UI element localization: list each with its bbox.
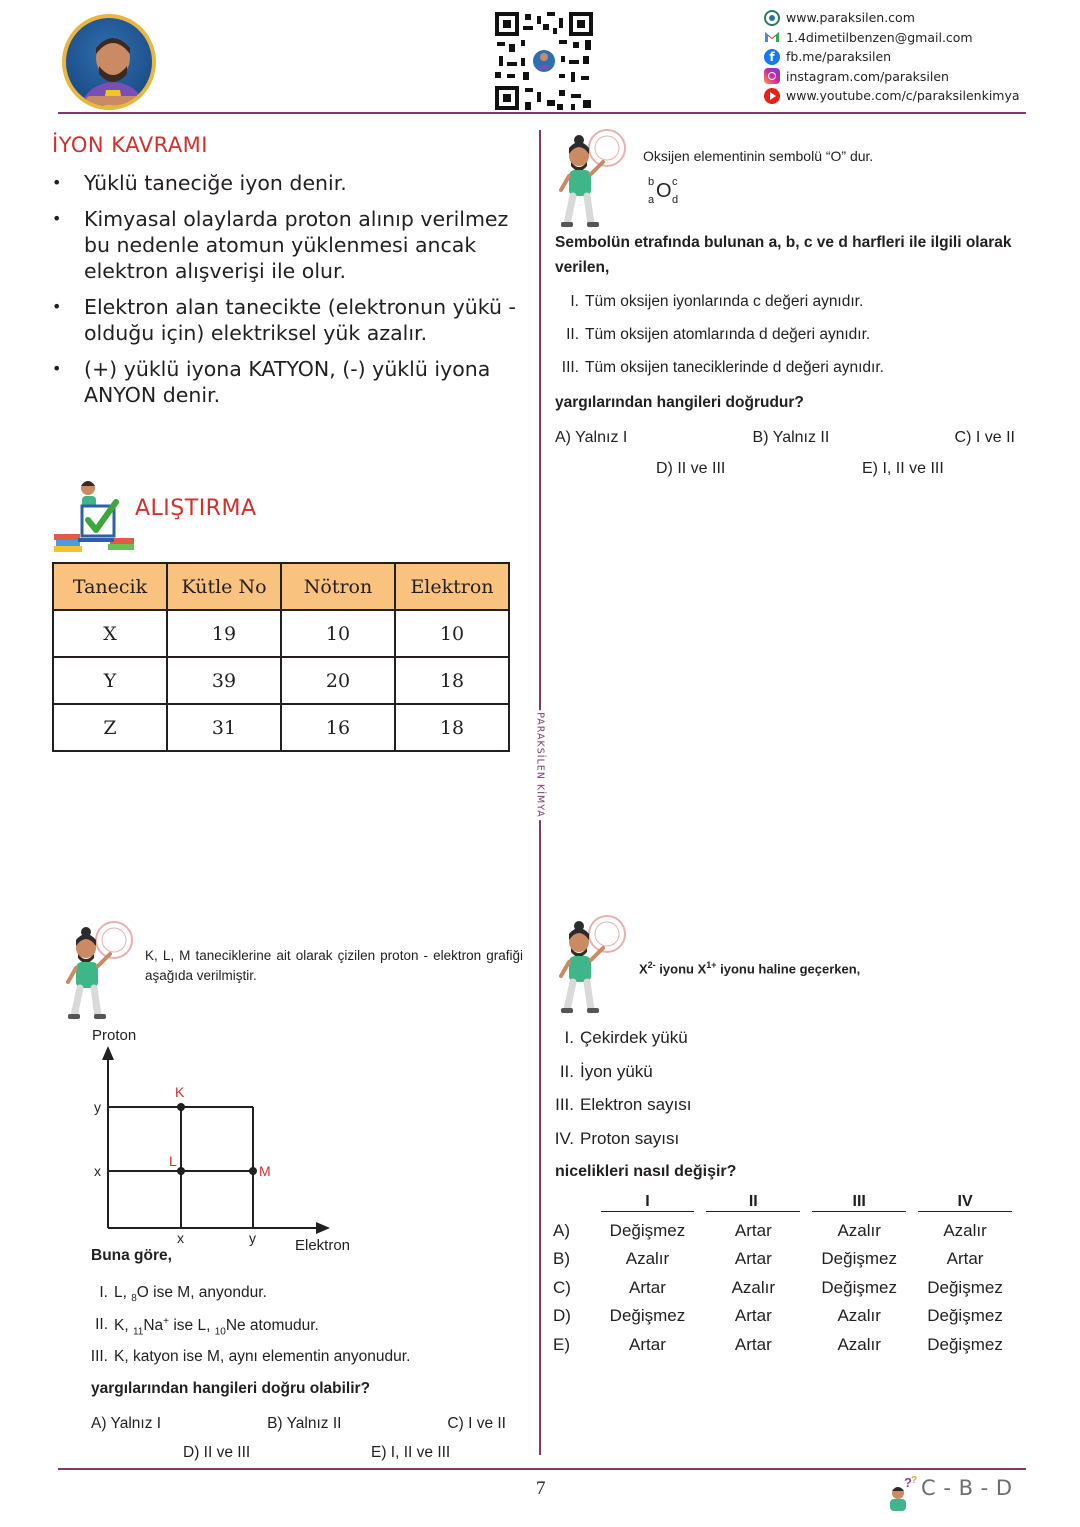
symbol-b: b (648, 176, 655, 188)
contact-text: fb.me/paraksilen (786, 49, 892, 65)
answer-cell: Değişmez (609, 1306, 686, 1326)
q3-intro: $X^{2-}$ iyonu $X^{1+}$ iyonu haline geçerken, (639, 960, 861, 977)
exercise-icon (52, 476, 136, 556)
option-b[interactable]: B) Yalnız II (267, 1415, 342, 1432)
option-d[interactable]: D) II ve III (183, 1444, 251, 1461)
option-d[interactable]: D) II ve III (656, 460, 726, 477)
table-header-cell: Nötron (281, 563, 395, 610)
y-axis-title: Proton (92, 1027, 137, 1044)
option-c[interactable]: C) I ve II (447, 1415, 506, 1432)
author-avatar (62, 14, 156, 110)
table-header-cell: Elektron (395, 563, 509, 610)
symbol-o: O (656, 180, 672, 202)
web-icon (764, 10, 780, 26)
svg-text:?: ? (911, 1475, 918, 1486)
quantity-row (548, 1028, 848, 1062)
contact-youtube[interactable] (764, 86, 1034, 106)
answer-cell: Artar (734, 1249, 772, 1269)
option-e[interactable]: E) I, II ve III (862, 460, 944, 477)
answer-cell: Azalır (731, 1277, 776, 1297)
statement-row (553, 326, 1023, 359)
statement-row (86, 1348, 526, 1380)
answer-cell: Değişmez (821, 1249, 897, 1269)
point-label-m: M (259, 1163, 271, 1179)
answer-cell: Artar (629, 1334, 666, 1354)
option-b[interactable]: B) Yalnız II (752, 429, 830, 446)
statement-text: Tüm oksijen atomlarında d değeri aynıdır. (585, 326, 871, 343)
answer-cell: Artar (734, 1334, 772, 1354)
contact-text: 1.4dimetilbenzen@gmail.com (786, 29, 973, 45)
q1-statements (553, 293, 1023, 392)
answer-cell: Azalır (625, 1249, 670, 1269)
answer-option-row[interactable] (553, 1245, 1018, 1274)
answer-option-row[interactable] (553, 1217, 1018, 1246)
q3-answer-table (553, 1188, 1018, 1359)
table-cell: 10 (281, 610, 395, 657)
quantity-text: Çekirdek yükü (580, 1028, 688, 1047)
teacher-illustration (557, 126, 629, 232)
option-label: E) (553, 1334, 570, 1354)
x-tick-x: x (177, 1230, 184, 1246)
statement-row (553, 359, 1023, 392)
q3-question: nicelikleri nasıl değişir? (555, 1163, 737, 1180)
option-label: B) (553, 1249, 570, 1269)
page-number: 7 (536, 1478, 546, 1499)
option-a[interactable]: A) Yalnız I (555, 429, 628, 446)
contact-facebook[interactable] (764, 47, 1034, 67)
answer-cell: Artar (734, 1306, 772, 1326)
answer-cell: Azalır (837, 1334, 881, 1354)
column-header: III (812, 1193, 906, 1212)
answer-cell: Azalır (837, 1306, 881, 1326)
column-header: IV (918, 1193, 1012, 1212)
answer-key: C - B - D (921, 1476, 1013, 1500)
symbol-c: c (672, 176, 678, 188)
table-cell: 19 (167, 610, 281, 657)
statement-number: II. (95, 1316, 108, 1333)
statement-number: I. (99, 1284, 108, 1301)
facebook-icon: f (764, 49, 780, 65)
quantity-text: Proton sayısı (580, 1128, 680, 1148)
statement-number: I. (570, 293, 579, 310)
point-label-k: K (175, 1084, 185, 1100)
quantity-row (548, 1062, 848, 1096)
bullet-item: • Kimyasal olaylarda proton alınıp verilmez bu nedenle atomun yüklenmesi ancak elektron alışverişi ile olur. (52, 206, 537, 284)
option-a[interactable]: A) Yalnız I (91, 1415, 162, 1432)
option-label: A) (553, 1220, 570, 1240)
table-cell: Y (53, 657, 167, 704)
point-m (249, 1167, 257, 1175)
column-header: II (706, 1193, 800, 1212)
teacher-illustration (557, 912, 629, 1018)
statement-text: K, katyon ise M, aynı elementin anyonudur. (114, 1348, 411, 1365)
statement-number: II. (566, 326, 579, 343)
answer-cell: Değişmez (927, 1306, 1003, 1326)
exercise-table (52, 562, 510, 752)
quantity-row (548, 1095, 848, 1129)
qr-code[interactable] (495, 12, 593, 110)
contact-instagram[interactable] (764, 67, 1034, 87)
statement-text: L, $_8$O ise M, anyondur. (114, 1284, 267, 1305)
q2-intro: K, L, M taneciklerine ait olarak çizilen proton - elektron grafiği aşağıda verilmiştir. (145, 948, 523, 983)
table-row (53, 704, 509, 751)
table-row (53, 657, 509, 704)
table-cell: 16 (281, 704, 395, 751)
answer-cell: Değişmez (609, 1220, 686, 1240)
quantity-text: İyon yükü (580, 1061, 653, 1081)
answer-option-row[interactable] (553, 1302, 1018, 1331)
column-header: I (601, 1193, 695, 1212)
header-divider (58, 112, 1026, 114)
answer-cell: Değişmez (927, 1334, 1003, 1354)
table-cell: 39 (167, 657, 281, 704)
table-cell: Z (53, 704, 167, 751)
answer-key-icon (884, 1473, 918, 1513)
contact-website[interactable] (764, 8, 1034, 28)
q2-options-row1 (91, 1415, 506, 1433)
contact-list (764, 8, 1034, 106)
table-header-cell: Tanecik (53, 563, 167, 610)
table-cell: 20 (281, 657, 395, 704)
q2-lead: Buna göre, (91, 1247, 172, 1264)
quantity-text: Elektron sayısı (580, 1095, 692, 1114)
answer-cell: Artar (629, 1277, 666, 1297)
oxygen-symbol (645, 176, 685, 208)
y-tick-x: x (94, 1163, 101, 1179)
answer-cell: Değişmez (927, 1277, 1003, 1297)
y-tick-y: y (94, 1099, 101, 1115)
answer-cell: Değişmez (821, 1277, 897, 1297)
quantity-number: IV. (554, 1128, 574, 1148)
option-e[interactable]: E) I, II ve III (371, 1444, 451, 1461)
q1-stem: Sembolün etrafında bulunan a, b, c ve d harfleri ile ilgili olarak verilen, (555, 234, 1012, 276)
symbol-d: d (672, 194, 679, 206)
table-header-cell: Kütle No (167, 563, 281, 610)
x-tick-y: y (249, 1230, 256, 1246)
statement-text: Tüm oksijen iyonlarında c değeri aynıdır. (585, 293, 864, 310)
bullet-item: • Elektron alan tanecikte (elektronun yükü - olduğu için) elektriksel yük azalır. (52, 294, 537, 346)
proton-electron-chart (80, 1020, 380, 1260)
quantity-number: II. (559, 1061, 574, 1081)
q2-question: yargılarından hangileri doğru olabilir? (91, 1380, 371, 1397)
statement-number: III. (561, 359, 579, 376)
q1-question: yargılarından hangileri doğrudur? (555, 394, 804, 411)
option-label: D) (553, 1306, 571, 1326)
q1-intro: Oksijen elementinin sembolü “O” dur. (643, 148, 874, 164)
q2-statements (86, 1284, 526, 1380)
teacher-illustration (64, 918, 136, 1024)
answer-cell: Azalır (837, 1220, 881, 1240)
svg-text:?: ? (904, 1475, 912, 1490)
point-l (177, 1167, 185, 1175)
bullet-item: • Yüklü taneciğe iyon denir. (52, 170, 537, 196)
statement-row (553, 293, 1023, 326)
footer-divider (58, 1468, 1026, 1470)
section-title: İYON KAVRAMI (52, 133, 208, 157)
table-cell: 18 (395, 657, 509, 704)
point-k (177, 1103, 185, 1111)
instagram-icon (764, 68, 780, 84)
bullet-item: • (+) yüklü iyona KATYON, (-) yüklü iyona ANYON denir. (52, 356, 537, 408)
statement-row (86, 1316, 526, 1348)
answer-cell: Artar (734, 1220, 772, 1240)
table-header-row (53, 563, 509, 610)
contact-text: instagram.com/paraksilen (786, 68, 949, 84)
statement-number: III. (90, 1348, 108, 1365)
contact-text: www.paraksilen.com (786, 10, 915, 26)
y-axis-arrow (102, 1046, 114, 1060)
gmail-icon (764, 29, 780, 45)
point-label-l: L (169, 1153, 177, 1169)
q3-quantities (548, 1028, 848, 1162)
statement-row (86, 1284, 526, 1316)
contact-email[interactable] (764, 28, 1034, 48)
ion-bullets (52, 170, 537, 418)
x-axis-title: Elektron (295, 1237, 351, 1254)
q1-options-row1 (555, 429, 1015, 447)
answer-table-header (553, 1188, 1018, 1217)
quantity-number: I. (564, 1028, 574, 1047)
exercise-title: ALIŞTIRMA (135, 496, 257, 521)
side-label: PARAKSİLEN KİMYA (534, 712, 546, 818)
quantity-row (548, 1129, 848, 1163)
symbol-a: a (648, 194, 655, 206)
table-cell: X (53, 610, 167, 657)
quantity-number: III. (555, 1095, 574, 1114)
table-cell: 18 (395, 704, 509, 751)
contact-text: www.youtube.com/c/paraksilenkimya (786, 88, 1020, 104)
statement-text: K, $_{11}$Na+ ise L, $_{10}$Ne atomudur. (114, 1316, 319, 1338)
answer-option-row[interactable] (553, 1331, 1018, 1360)
answer-option-row[interactable] (553, 1274, 1018, 1303)
option-label: C) (553, 1277, 571, 1297)
table-cell: 10 (395, 610, 509, 657)
answer-cell: Azalır (943, 1220, 987, 1240)
x-axis-arrow (316, 1222, 330, 1234)
table-cell: 31 (167, 704, 281, 751)
answer-cell: Artar (946, 1249, 984, 1269)
table-row (53, 610, 509, 657)
option-c[interactable]: C) I ve II (954, 429, 1015, 446)
statement-text: Tüm oksijen taneciklerinde d değeri aynıdır. (585, 359, 884, 376)
youtube-icon (764, 88, 780, 104)
